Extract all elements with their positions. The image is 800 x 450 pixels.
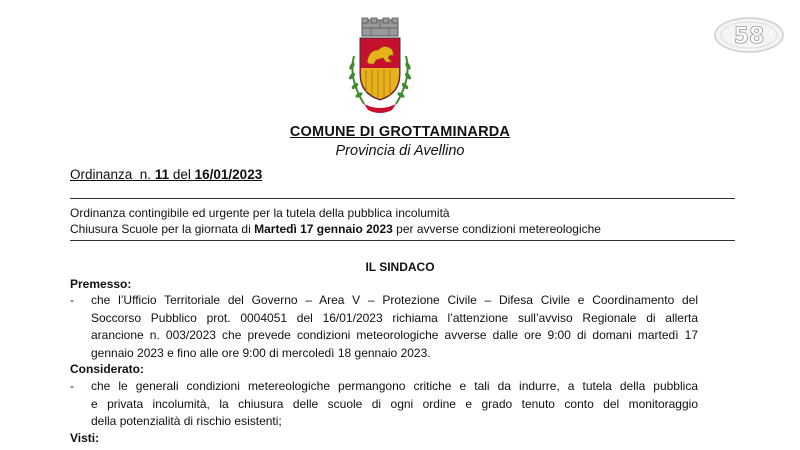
ordinance-subject [70, 205, 601, 237]
considerato-line: che le generali condizioni metereologiche permangono critiche e tali da indurre, a tutela della pubblica [91, 379, 698, 393]
subject-top-divider [70, 198, 735, 199]
considerato-line: della potenzialità di rischio esistenti; [91, 414, 282, 429]
premesso-line: che l’Ufficio Territoriale del Governo – Area V – Protezione Civile – Difesa Civile e Coordinamento del [91, 293, 698, 307]
subject-date: Martedì 17 gennaio 2023 [254, 222, 393, 236]
premesso-line: arancione n. 003/2023 che prevede condizioni meteorologiche avverse dalle ore 9:00 di domani martedì 17 [91, 328, 698, 343]
bullet-dash: - [70, 293, 74, 307]
premesso-line: gennaio 2023 e fino alle ore 9:00 di mercoledì 18 gennaio 2023. [91, 345, 431, 360]
premesso-heading: Premesso: [70, 277, 132, 291]
coat-of-arms-emblem [340, 16, 420, 124]
ordinance-del: del [172, 167, 191, 182]
considerato-paragraph [70, 378, 698, 431]
municipality-name: COMUNE DI GROTTAMINARDA [289, 124, 511, 140]
subject-line-2: Chiusura Scuole per la giornata di Martedì 17 gennaio 2023 per avverse condizioni metereologiche [70, 222, 601, 236]
considerato-line: e privata incolumità, la chiusura delle scuole di ogni ordine e grado tenuto conto del monitoraggio [91, 396, 698, 411]
considerato-heading: Considerato: [70, 362, 145, 376]
premesso-paragraph [70, 292, 698, 362]
province-name: Provincia di Avellino [335, 143, 465, 159]
premesso-line: Soccorso Pubblico prot. 0004051 del 16/01/2023 richiama l’attenzione sull’avviso Regionale di allerta [91, 310, 698, 325]
channel-badge-number: 58 [733, 24, 765, 49]
subject-bottom-divider [70, 240, 735, 241]
visti-heading: Visti: [70, 431, 100, 445]
document-header [0, 124, 800, 159]
ordinance-prefix: Ordinanza n. [70, 167, 152, 182]
ordinance-date: 16/01/2023 [194, 167, 263, 182]
ordinance-reference [70, 167, 262, 182]
authority-heading: IL SINDACO [365, 260, 435, 274]
subject-line-1: Ordinanza contingibile ed urgente per la tutela della pubblica incolumità [70, 206, 450, 220]
channel-58-logo-badge [712, 14, 786, 54]
bullet-dash: - [70, 379, 74, 393]
ordinance-number: 11 [154, 167, 170, 182]
